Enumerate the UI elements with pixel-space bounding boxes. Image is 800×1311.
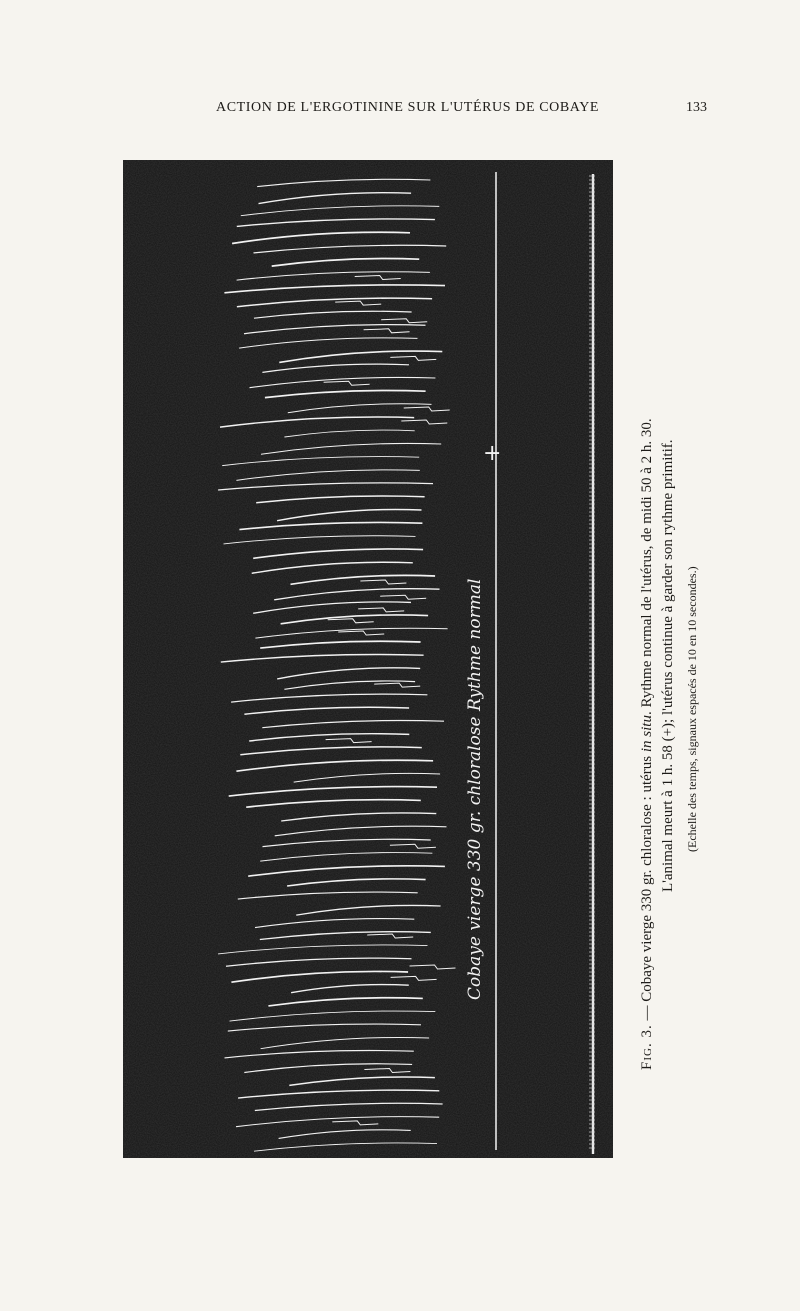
- figure-label: Fig. 3.: [639, 1024, 655, 1070]
- death-marker: +: [483, 441, 502, 466]
- page-number: 133: [686, 100, 707, 115]
- kymograph-figure: [123, 160, 613, 1158]
- running-title: ACTION DE L'ERGOTININE SUR L'UTÉRUS DE COBAYE: [216, 100, 600, 115]
- kymograph-traces: [123, 160, 613, 1158]
- figure-caption: [636, 210, 702, 1070]
- handwritten-annotation: Cobaye vierge 330 gr. chloralose Rythme normal: [465, 578, 485, 1000]
- running-head: [0, 100, 800, 120]
- caption-line-3: (Echelle des temps, signaux espacés de 10 en 10 secondes.): [685, 566, 699, 852]
- caption-text-b: . Rythme normal de l'utérus, de midi 50 à 2 h. 30.: [639, 418, 655, 716]
- caption-text-a: — Cobaye vierge 330 gr. chloralose : utérus: [639, 752, 655, 1025]
- caption-line-1: [636, 210, 658, 1070]
- film-grain: [123, 160, 613, 1158]
- caption-italic: in situ: [639, 715, 655, 753]
- caption-line-2: L'animal meurt à 1 h. 58 (+); l'utérus continue à garder son rythme primitif.: [660, 439, 676, 892]
